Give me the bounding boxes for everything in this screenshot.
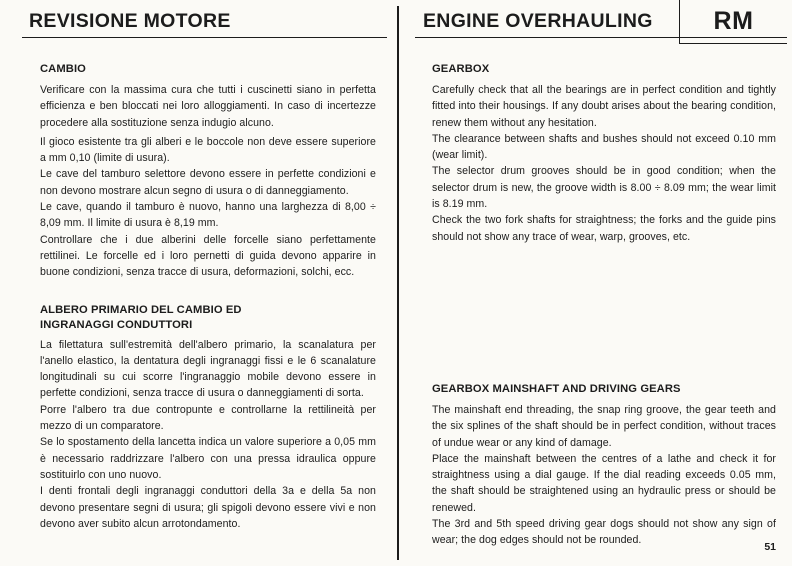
- header-title-english: ENGINE OVERHAULING: [423, 10, 653, 32]
- header-italian: [22, 6, 387, 38]
- section-gearbox: [432, 62, 776, 245]
- column-divider: [397, 6, 399, 560]
- paragraph: Se lo spostamento della lancetta indica un valore superiore a 0,05 mm è necessario raddrizzare l'albero con una pressa idraulica oppure sostituirlo con uno nuovo.: [40, 436, 376, 481]
- section-title-line: ALBERO PRIMARIO DEL CAMBIO ED: [40, 303, 242, 316]
- header-english: [415, 6, 787, 38]
- paragraph: The clearance between shafts and bushes should not exceed 0.10 mm (wear limit).: [432, 132, 776, 162]
- page-number: 51: [764, 541, 776, 553]
- paragraph: Verificare con la massima cura che tutti i cuscinetti siano in perfetta efficienza e ben bloccati nei loro alloggiamenti. In caso di incertezze procedere alla sostituzione senza indugio alcuno.: [40, 84, 376, 129]
- section-code-box: [679, 0, 787, 44]
- paragraph: Controllare che i due alberini delle forcelle siano perfettamente rettilinei. Le forcelle ed i loro pernetti di guida devono apparire in buone condizioni, senza tracce di usura, deformazioni, solchi, ecc.: [40, 233, 376, 279]
- paragraph: Il gioco esistente tra gli alberi e le boccole non deve essere superiore a mm 0,10 (limite di usura).: [40, 135, 376, 165]
- paragraph: Carefully check that all the bearings are in perfect condition and tightly fitted into their housings. If any doubt arises about the bearing condition, renew them without any hesitation.: [432, 84, 776, 129]
- paragraph: Check the two fork shafts for straightness; the forks and the guide pins should not show any trace of wear, warp, grooves, etc.: [432, 214, 776, 243]
- paragraph: I denti frontali degli ingranaggi conduttori della 3a e della 5a non devono presentare segni di usura; gli spigoli devono essere vivi e non devono aver subito alcun arrotondamento.: [40, 485, 376, 530]
- section-code: RM: [713, 7, 754, 35]
- section-gearbox-mainshaft: [432, 382, 776, 549]
- header-title-italian: REVISIONE MOTORE: [29, 10, 231, 32]
- paragraph: Le cave del tamburo selettore devono essere in perfette condizioni e non devono mostrare alcun segno di usura o di danneggiamento.: [40, 168, 376, 197]
- paragraph: The 3rd and 5th speed driving gear dogs should not show any sign of wear; the dog edges should not be rounded.: [432, 518, 776, 547]
- section-title: CAMBIO: [40, 63, 86, 75]
- section-cambio: [40, 62, 376, 281]
- paragraph: Porre l'albero tra due contropunte e controllarne la rettilineità per mezzo di un comparatore.: [40, 403, 376, 433]
- paragraph: La filettatura sull'estremità dell'albero primario, la scanalatura per l'anello elastico, la dentatura degli ingranaggi fissi e le 6 scanalature longitudinali su cui scorre l'ingranaggio mobile devono essere in perfette condizioni, senza tracce di usura o danneggiamenti di sorta.: [40, 338, 376, 400]
- section-albero-primario: [40, 303, 376, 533]
- paragraph: The selector drum grooves should be in good condition; when the selector drum is new, the groove width is 8.00 ÷ 8.09 mm; the wear limit is 8.19 mm.: [432, 165, 776, 211]
- section-title: GEARBOX: [432, 63, 490, 75]
- paragraph: Place the mainshaft between the centres of a lathe and check it for straightness using a dial gauge. If the dial reading exceeds 0.05 mm, the shaft should be straightened using an hydraulic press or should be renewed.: [432, 452, 776, 514]
- section-title-line: INGRANAGGI CONDUTTORI: [40, 318, 193, 331]
- section-title: GEARBOX MAINSHAFT AND DRIVING GEARS: [432, 383, 681, 395]
- column-italian: [40, 62, 376, 532]
- paragraph: The mainshaft end threading, the snap ring groove, the gear teeth and the six splines of the shaft should be in perfect condition, without traces of undue wear or any kind of damage.: [432, 404, 776, 449]
- paragraph: Le cave, quando il tamburo è nuovo, hanno una larghezza di 8,00 ÷ 8,09 mm. Il limite di usura è 8,19 mm.: [40, 201, 376, 230]
- section-title: [40, 303, 376, 333]
